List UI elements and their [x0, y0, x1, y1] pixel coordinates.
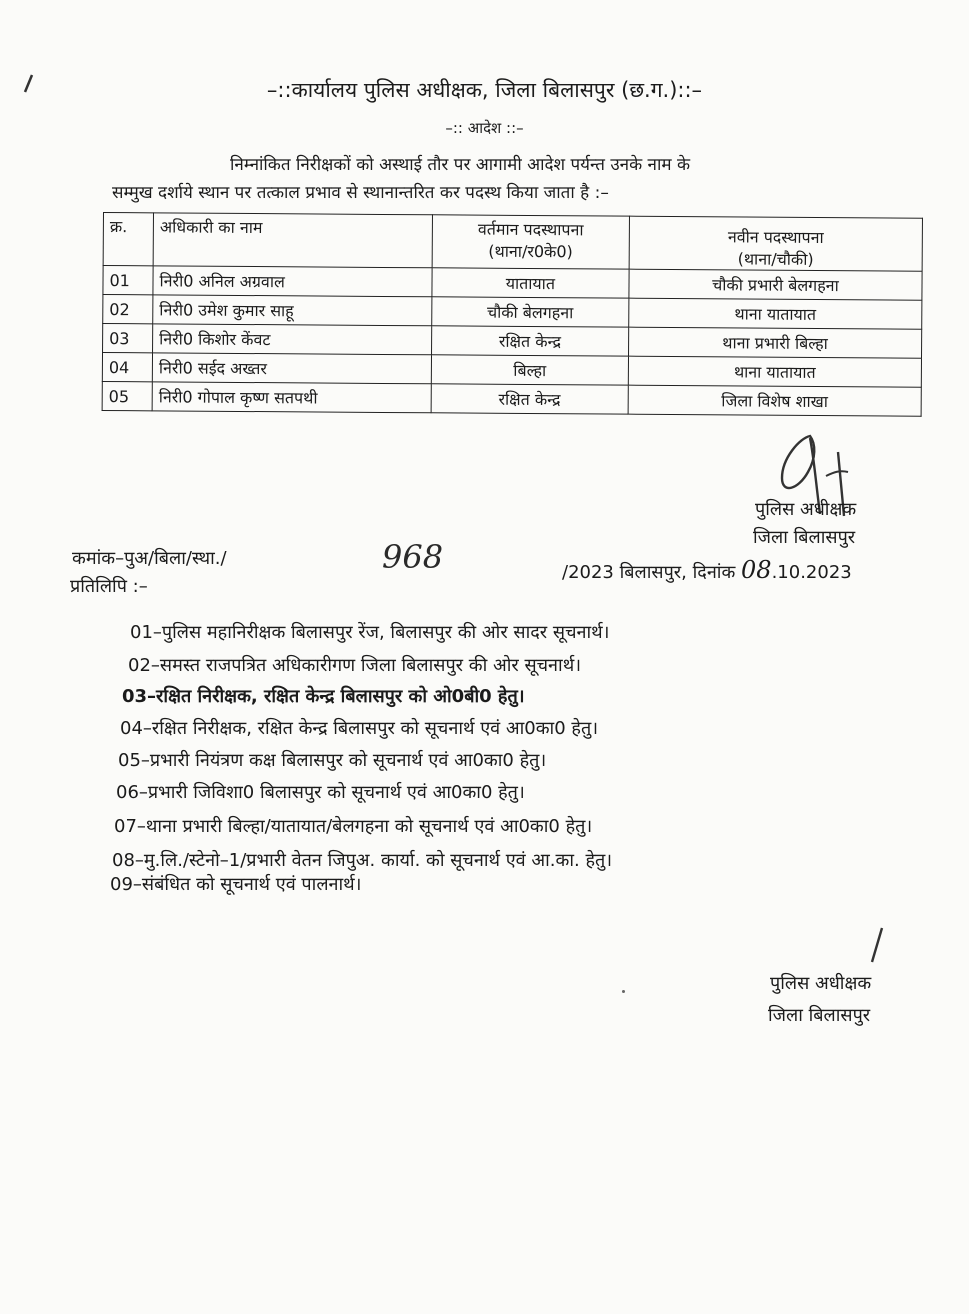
row-new-posting: थाना यातायात	[628, 356, 921, 387]
row-new-posting: थाना प्रभारी बिल्हा	[628, 327, 921, 358]
row-officer-name: निरी0 उमेश कुमार साहू	[153, 295, 432, 326]
row-serial: 05	[102, 381, 152, 410]
copy-list-item: 09–संबंधित को सूचनार्थ एवं पालनार्थ।	[110, 874, 362, 895]
copy-list-item: 08–मु.लि./स्टेनो–1/प्रभारी वेतन जिपुअ. कार्या. को सूचनार्थ एवं आ.का. हेतु।	[112, 850, 613, 871]
table-row	[102, 381, 921, 416]
row-current-posting: बिल्हा	[431, 355, 628, 385]
row-officer-name: निरी0 गोपाल कृष्ण सतपथी	[152, 382, 431, 413]
header-new-line2: (थाना/चौकी)	[737, 249, 814, 269]
signature-block-1	[755, 496, 856, 552]
row-serial: 03	[103, 324, 153, 353]
row-current-posting: चौकी बेलगहना	[432, 297, 629, 327]
reference-month-year: .10.2023	[771, 562, 852, 583]
row-new-posting: थाना यातायात	[629, 298, 922, 329]
header-serial: क्र.	[103, 213, 153, 266]
row-serial: 01	[103, 266, 153, 295]
copy-list-item: 07–थाना प्रभारी बिल्हा/यातायात/बेलगहना को सूचनार्थ एवं आ0का0 हेतु।	[114, 816, 593, 837]
row-officer-name: निरी0 सईद अख्तर	[152, 353, 431, 384]
reference-number-handwritten: 968	[382, 538, 444, 576]
signatory-designation: पुलिस अधीक्षक	[770, 973, 872, 994]
order-heading: –:: आदेश ::–	[445, 119, 524, 137]
signature-tick-mark	[866, 926, 886, 966]
header-current-posting	[432, 215, 629, 269]
row-serial: 02	[103, 295, 153, 324]
intro-text-line-2: सम्मुख दर्शाये स्थान पर तत्काल प्रभाव से स्थानान्तरित कर पदस्थ किया जाता है :–	[112, 183, 609, 203]
copy-to-label: प्रतिलिपि :–	[70, 576, 148, 597]
row-current-posting: रक्षित केन्द्र	[431, 326, 628, 356]
table-header-row	[103, 213, 922, 272]
copy-list-item: 06–प्रभारी जिविशा0 बिलासपुर को सूचनार्थ एवं आ0का0 हेतु।	[116, 782, 525, 803]
header-new-line1: नवीन पदस्थापना	[727, 227, 824, 248]
copy-list-item: 01–पुलिस महानिरीक्षक बिलासपुर रेंज, बिलासपुर की ओर सादर सूचनार्थ।	[130, 622, 610, 643]
reference-prefix: कमांक–पुअ/बिला/स्था./	[72, 548, 227, 569]
copy-list-item: 03–रक्षित निरीक्षक, रक्षित केन्द्र बिलासपुर को ओ0बी0 हेतु।	[122, 686, 525, 707]
row-serial: 04	[102, 353, 152, 382]
copy-list-item: 04–रक्षित निरीक्षक, रक्षित केन्द्र बिलासपुर को सूचनार्थ एवं आ0का0 हेतु।	[120, 718, 599, 739]
reference-day-handwritten: 08	[741, 556, 772, 584]
header-officer-name: अधिकारी का नाम	[153, 213, 432, 268]
row-current-posting: यातायात	[432, 268, 629, 298]
row-new-posting: जिला विशेष शाखा	[628, 385, 921, 416]
row-officer-name: निरी0 अनिल अग्रवाल	[153, 266, 432, 297]
row-current-posting: रक्षित केन्द्र	[431, 384, 628, 414]
signatory-district: जिला बिलासपुर	[768, 1005, 871, 1026]
signature-block-2	[770, 970, 871, 1030]
copy-list-item: 05–प्रभारी नियंत्रण कक्ष बिलासपुर को सूचनार्थ एवं आ0का0 हेतु।	[118, 750, 547, 771]
transfer-table	[102, 212, 923, 417]
signatory-district: जिला बिलासपुर	[753, 527, 856, 548]
ink-dot	[622, 990, 625, 993]
header-current-line1: वर्तमान पदस्थापना	[477, 219, 584, 240]
row-new-posting: चौकी प्रभारी बेलगहना	[629, 269, 922, 300]
signatory-designation: पुलिस अधीक्षक	[755, 499, 857, 520]
office-header-title: –::कार्यालय पुलिस अधीक्षक, जिला बिलासपुर (छ.ग.)::–	[266, 78, 703, 102]
reference-year-place: /2023 बिलासपुर, दिनांक	[562, 562, 742, 583]
reference-date	[562, 556, 852, 584]
intro-text-line-1: निम्नांकित निरीक्षकों को अस्थाई तौर पर आगामी आदेश पर्यन्त उनके नाम के	[230, 155, 691, 175]
copy-list-item: 02–समस्त राजपत्रित अधिकारीगण जिला बिलासपुर की ओर सूचनार्थ।	[128, 655, 582, 676]
header-current-line2: (थाना/र0के0)	[488, 241, 573, 262]
row-officer-name: निरी0 किशोर केंवट	[153, 324, 432, 355]
header-new-posting	[629, 216, 922, 271]
